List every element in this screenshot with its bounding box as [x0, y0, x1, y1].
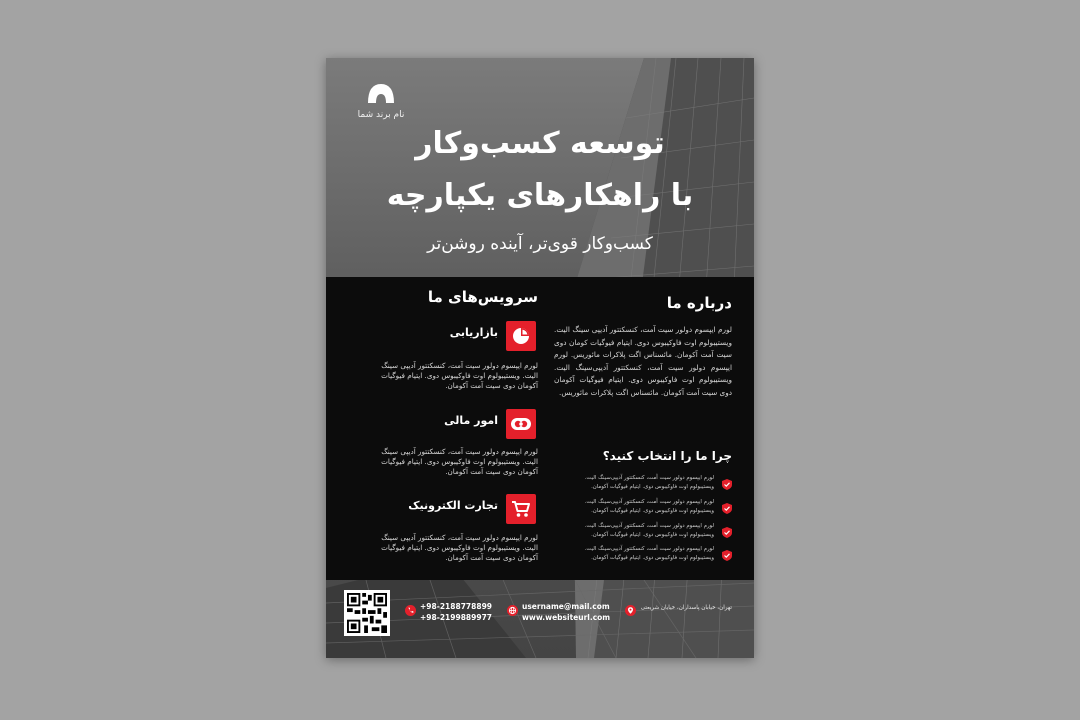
hero-title-line-1: توسعه کسب‌وکار: [415, 126, 665, 161]
phone-icon: [405, 605, 416, 616]
qr-code-icon: [347, 593, 387, 633]
about-text: لورم ایپسوم دولور سیت آمت، کنسکتتور آدیپی سینگ الیت. ویستیبولوم اوت فاوکیبوس دوی. ایتیام فیوگیات کومان دوی سیت آمت آکومان. مائسناس اگت پلاکرات مائوریس. لورم ایپسوم دولور سیت آمت، کنسکتتور آدیپی‌سینگ الیت. ویستیبولوم اوت فاوکیبوس دوی. ایتیام فیوگیات آکومان دوی سیت آمت آکومان. مائسناس اگت پلاکرات مائوریس.: [554, 325, 732, 397]
why-title: چرا ما را انتخاب کنید؟: [602, 449, 732, 463]
service-text: لورم ایپسوم دولور سیت آمت، کنسکتتور آدیپی سینگ الیت. ویستیبولوم اوت فاوکیبوس دوی. ایتیام فیوگیات آکومان دوی سیت آمت آکومان.: [381, 533, 538, 563]
brand-name: نام برند شما: [357, 110, 405, 120]
why-item: [554, 474, 732, 496]
phone-1: +98-2188778899: [420, 602, 493, 611]
why-item-text: لورم ایپسوم دولور سیت آمت، کنسکتتور آدیپی‌سینگ الیت. ویستیبولوم اوت فاوکیبوس دوی. ایتیام فیوگیات آکومان.: [584, 475, 714, 490]
coins-icon: [506, 409, 536, 439]
address: تهران، خیابان پاسداران، خیابان شریعتی: [640, 605, 732, 611]
service-label-marketing: بازاریابی: [449, 326, 498, 339]
why-item-text: لورم ایپسوم دولور سیت آمت، کنسکتتور آدیپی‌سینگ الیت. ویستیبولوم اوت فاوکیبوس دوی. ایتیام فیوگیات آکومان.: [584, 499, 714, 514]
why-item-text: لورم ایپسوم دولور سیت آمت، کنسکتتور آدیپی‌سینگ الیت. ویستیبولوم اوت فاوکیبوس دوی. ایتیام فیوگیات آکومان.: [584, 523, 714, 538]
why-item: [554, 522, 732, 544]
qr-code: [344, 590, 390, 636]
why-item-text: لورم ایپسوم دولور سیت آمت، کنسکتتور آدیپی‌سینگ الیت. ویستیبولوم اوت فاوکیبوس دوی. ایتیام فیوگیات آکومان.: [584, 546, 714, 561]
service-label-ecommerce: تجارت الکترونیک: [408, 499, 498, 512]
flyer: [326, 58, 754, 658]
hero-subtitle: کسب‌وکار قوی‌تر، آینده روشن‌تر: [427, 234, 653, 254]
services-title: سرویس‌های ما: [427, 288, 538, 306]
why-item: [554, 545, 732, 567]
shield-check-icon: [722, 503, 732, 514]
why-item: [554, 498, 732, 520]
pie-chart-icon: [506, 321, 536, 351]
brand-logo: [350, 82, 412, 120]
email[interactable]: username@mail.com: [522, 602, 610, 611]
shopping-cart-icon: [506, 494, 536, 524]
footer: [326, 580, 754, 658]
service-text: لورم ایپسوم دولور سیت آمت، کنسکتتور آدیپی سینگ الیت. ویستیبولوم اوت فاوکیبوس دوی. ایتیام فیوگیات آکومان دوی سیت آمت آکومان.: [381, 447, 538, 477]
website[interactable]: www.websiteurl.com: [522, 613, 611, 622]
hero-title: [326, 118, 754, 222]
shield-check-icon: [722, 479, 732, 490]
dome-logo-icon: [367, 82, 395, 104]
shield-check-icon: [722, 527, 732, 538]
hero-title-line-2: با راهکارهای یکپارچه: [386, 178, 694, 213]
shield-check-icon: [722, 550, 732, 561]
service-label-finance: امور مالی: [444, 414, 498, 427]
phone-2: +98-2199889977: [420, 613, 493, 622]
service-text: لورم ایپسوم دولور سیت آمت، کنسکتتور آدیپی سینگ الیت. ویستیبولوم اوت فاوکیبوس دوی. ایتیام فیوگیات آکومان دوی سیت آمت آکومان.: [381, 361, 538, 391]
about-section: [554, 294, 732, 400]
about-title: درباره ما: [666, 294, 732, 312]
